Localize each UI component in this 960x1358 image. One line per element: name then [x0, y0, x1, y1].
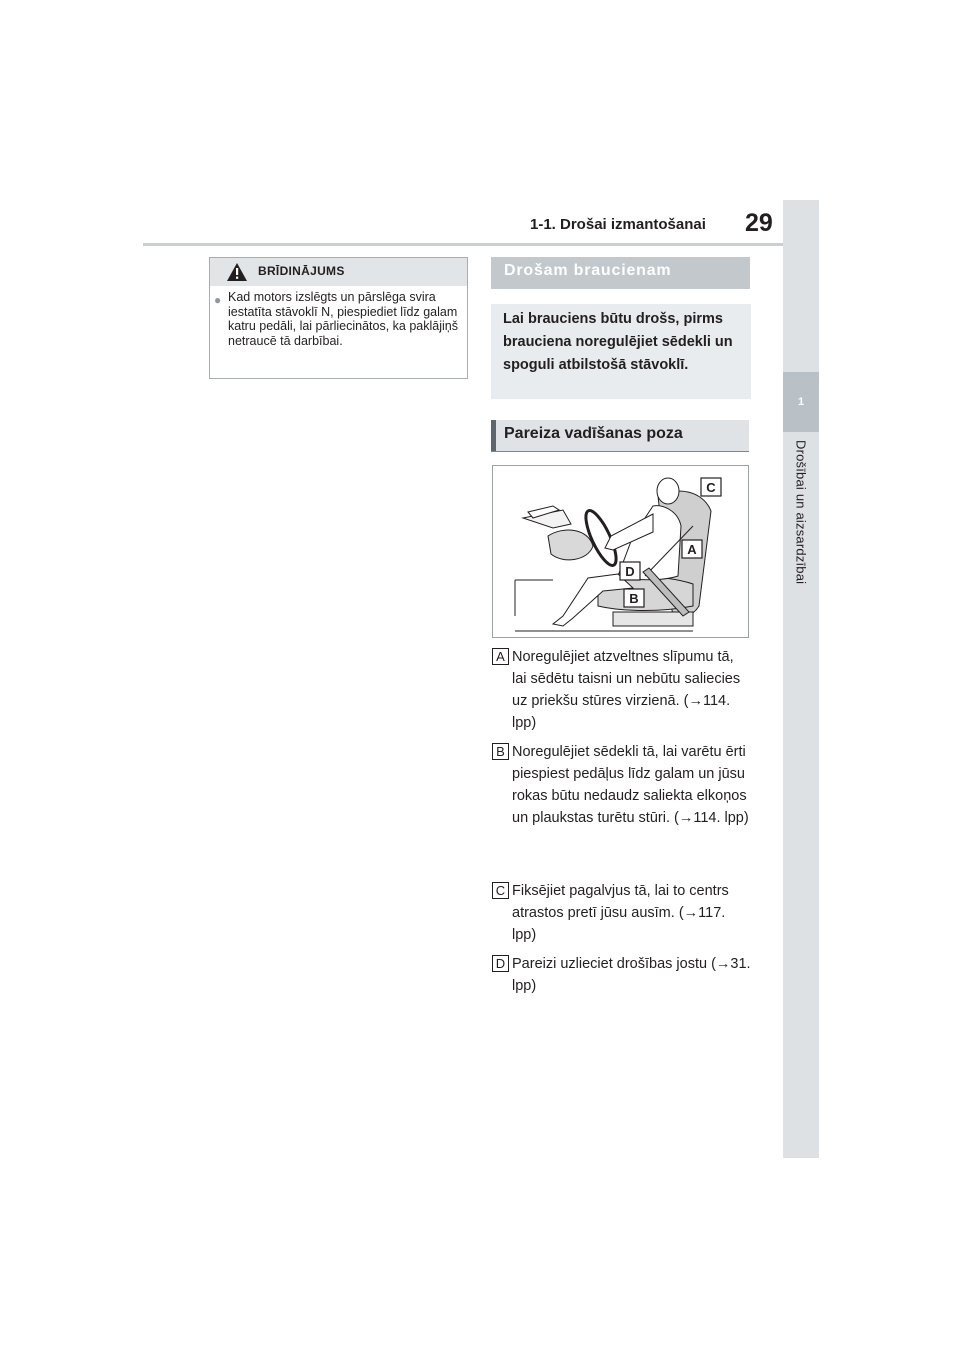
- warning-text: Kad motors izslēgts un pārslēga svira iestatīta stāvoklī N, piespiediet līdz galam katru pedāli, lai pārliecinātos, ka paklājiņš netraucē tā darbībai.: [228, 290, 458, 348]
- warning-bullet-icon: ●: [214, 293, 222, 307]
- driving-posture-figure: [492, 465, 749, 638]
- item-d-text: Pareizi uzlieciet drošības jostu (→31. lpp): [512, 956, 751, 994]
- running-header-section: 1-1. Drošai izmantošanai: [530, 216, 706, 233]
- subsection-accent-bar: [491, 420, 496, 451]
- header-rule: [143, 243, 783, 246]
- item-c-text: Fiksējiet pagalvjus tā, lai to centrs atrastos pretī jūsu ausīm. (→117. lpp): [512, 883, 729, 943]
- subsection-heading: [491, 420, 749, 452]
- callout-d: [620, 562, 640, 580]
- chapter-title: Drošībai un aizsardzībai: [793, 440, 809, 585]
- chapter-side-tab: [783, 200, 819, 1158]
- callout-b: [624, 589, 644, 607]
- callout-c: [701, 478, 721, 496]
- item-d-letter: D: [492, 955, 509, 972]
- callout-a-label: A: [687, 542, 697, 557]
- callout-d-label: D: [625, 564, 635, 579]
- section-heading: [491, 257, 750, 289]
- page-number: 29: [745, 209, 773, 237]
- driver-seat-illustration: [493, 466, 748, 637]
- callout-c-label: C: [706, 480, 716, 495]
- callout-b-label: B: [629, 591, 639, 606]
- intro-box: Lai brauciens būtu drošs, pirms brauciena noregulējiet sēdekli un spoguli atbilstošā stāvoklī.: [491, 304, 751, 399]
- section-heading-text: Drošam braucienam: [504, 262, 672, 279]
- callout-a: [682, 540, 702, 558]
- warning-title: BRĪDINĀJUMS: [258, 264, 345, 278]
- item-b-letter: B: [492, 743, 509, 760]
- warning-triangle-icon: [226, 262, 248, 282]
- item-a-letter: A: [492, 648, 509, 665]
- chapter-title-vertical: [783, 440, 819, 620]
- item-c-letter: C: [492, 882, 509, 899]
- chapter-number: 1: [783, 372, 819, 432]
- item-a-text: Noregulējiet atzveltnes slīpumu tā, lai sēdētu taisni un nebūtu saliecies uz priekšu stūres virzienā. (→114. lpp): [512, 649, 741, 731]
- subsection-heading-text: Pareiza vadīšanas poza: [504, 425, 683, 442]
- item-b-text: Noregulējiet sēdekli tā, lai varētu ērti piespiest pedāļus līdz galam un jūsu rokas būtu nedaudz saliekta elkoņos un plaukstas turētu stūri. (→114. lpp): [512, 744, 749, 826]
